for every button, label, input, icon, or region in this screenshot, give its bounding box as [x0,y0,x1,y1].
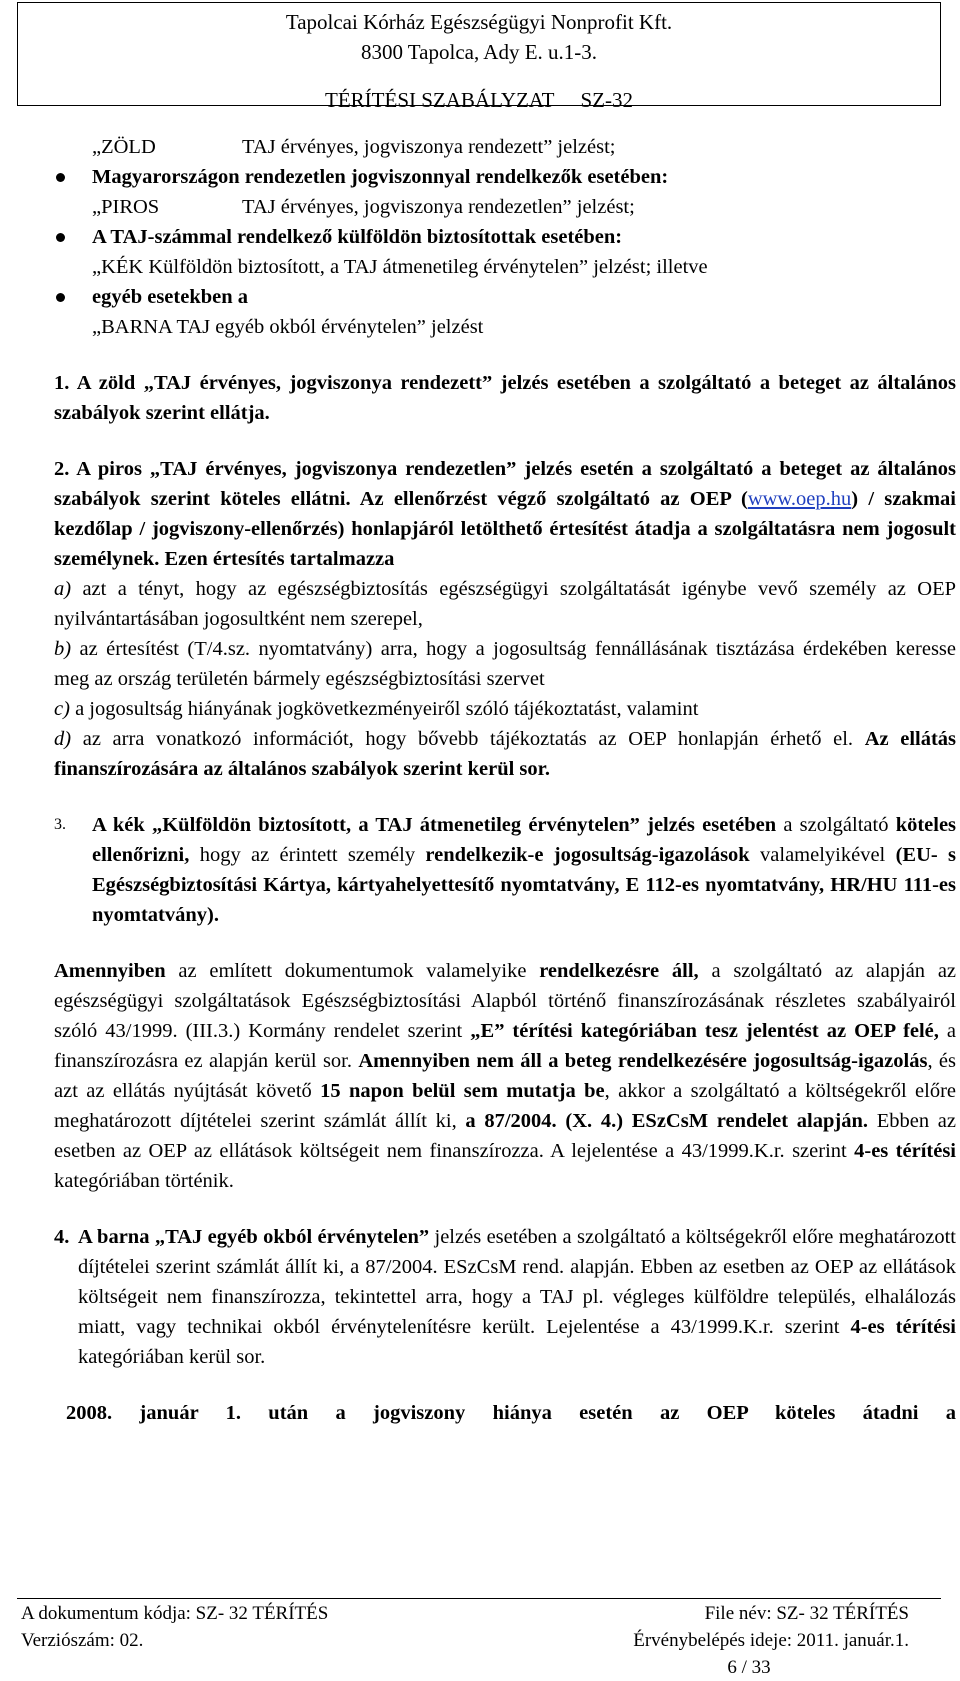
paragraph-2008: 2008. január 1. után a jogviszony hiánya esetén az OEP köteles átadni a [66,1402,956,1424]
paragraph-4: 4. A barna „TAJ egyéb okból érvénytelen” jelzés esetében a szolgáltató a költségekről előre meghatározott díjtételei szerint számlát állít ki, a 87/2004. ESzCsM rend. alapján. Ebben az esetben az OEP az ellátások költségeit nem finanszírozza, tekintettel arra, hogy a TAJ pl. végleges külföldre település, elhalálozás miatt, vagy technikai okból érvénytelenítésre került. Lejelentése a 43/1999.K.r. szerint 4-es térítési kategóriában kerül sor. [54,1222,956,1372]
oep-link[interactable]: www.oep.hu [747,488,852,510]
list-line-bullet-kulfold: A TAJ-számmal rendelkező külföldön biztosítottak esetében: [92,226,623,248]
paragraph-2: 2. A piros „TAJ érvényes, jogviszonya rendezetlen” jelzés esetén a szolgáltató a beteget az általános szabályok szerint köteles ellátni. Az ellenőrzést végző szolgáltató az OEP (www.oep.hu) / szakmai kezdőlap / jogviszony-ellenőrzés) honlapjáról letölthető értesítést átadja a szolgáltatásra nem jogosult személynek. Ezen értesítés tartalmazza a) azt a tényt, hogy az egészségbiztosítás egészségügyi szolgáltatását igénybe vevő személy az OEP nyilvántartásában jogosultként nem szerepel, b) az értesítést (T/4.sz. nyomtatvány) arra, hogy a jogosultság fennállásának tisztázása érdekében keresse meg az ország területén bármely egészségbiztosítási szervet c) a jogosultság hiányának jogkövetkezményeiről szóló tájékoztatást, valamint d) az arra vonatkozó információt, hogy bővebb tájékoztatás az OEP honlapján érhető el. Az ellátás finanszírozására az általános szabályok szerint kerül sor. [54,458,957,780]
paragraph-4-number: 4. [54,1226,70,1248]
list-line-zold: „ZÖLD TAJ érvényes, jogviszonya rendezett” jelzést; [92,136,616,158]
paragraph-3: 3. A kék „Külföldön biztosított, a TAJ átmenetileg érvénytelen” jelzés esetében a szolgáltató köteles ellenőrizni, hogy az érintett személy rendelkezik-e jogosultság-igazolások valamelyikével (EU- s Egészségbiztosítási Kártya, kártyahelyettesítő nyomtatvány, E 112-es nyomtatvány, HR/HU 111-es nyomtatvány). [54,810,956,930]
footer-effective-date: Érvénybelépés ideje: 2011. január.1. [633,1630,909,1651]
document-footer [17,1598,941,1681]
list-line-bullet-egyeb: egyéb esetekben a [92,286,249,308]
header-doc-code: SZ-32 [580,88,633,112]
paragraph-1: 1. A zöld „TAJ érvényes, jogviszonya rendezett” jelzés esetében a szolgáltató a beteget az általános szabályok szerint ellátja. [54,372,956,424]
footer-doc-code: A dokumentum kódja: SZ- 32 TÉRÍTÉS [21,1603,329,1624]
footer-version: Verziószám: 02. [21,1630,144,1651]
footer-file-name: File név: SZ- 32 TÉRÍTÉS [704,1603,909,1624]
header-doc-title-line [18,85,940,115]
paragraph-3-number: 3. [54,816,66,833]
paragraph-amennyiben: Amennyiben az említett dokumentumok valamelyike rendelkezésre áll, a szolgáltató az alapján az egészségügyi szolgáltatások Egészségbiztosítási Alapból történő finanszírozásának részletes szabályairól szóló 43/1999. (III.3.) Kormány rendelet szerint „E” térítési kategóriában tesz jelentést az OEP felé, a finanszírozásra ez alapján kerül sor. Amennyiben nem áll a beteg rendelkezésére jogosultság-igazolás, és azt az ellátás nyújtását követő 15 napon belül sem mutatja be, akkor a szolgáltató a költségekről előre meghatározott díjtételei szerint számlát állít ki, a 87/2004. (X. 4.) ESzCsM rendelet alapján. Ebben az esetben az OEP az ellátások költségeit nem finanszírozza. A lejelentése a 43/1999.K.r. szerint 4-es térítési kategóriában történik. [54,960,957,1192]
document-header [17,2,941,112]
header-doc-title: TÉRÍTÉSI SZABÁLYZAT [325,88,555,112]
list-line-bullet-magyar: Magyarországon rendezetlen jogviszonnyal rendelkezők esetében: [92,166,669,188]
footer-page-number: 6 / 33 [727,1657,771,1678]
list-line-kek: „KÉK Külföldön biztosított, a TAJ átmenetileg érvénytelen” jelzést; illetve [92,256,708,278]
document-body [54,132,956,1428]
header-org-address: 8300 Tapolca, Ady E. u.1-3. [360,40,598,64]
header-org-name: Tapolcai Kórház Egészségügyi Nonprofit Kft. [285,10,673,34]
list-line-piros: „PIROS TAJ érvényes, jogviszonya rendezetlen” jelzést; [92,196,635,218]
list-line-barna: „BARNA TAJ egyéb okból érvénytelen” jelzést [92,316,484,338]
